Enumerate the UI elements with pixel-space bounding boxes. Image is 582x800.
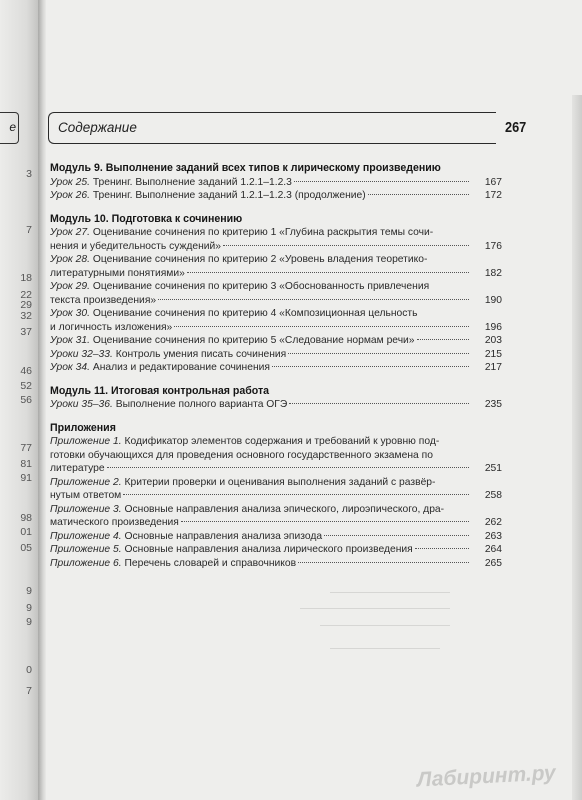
- toc-page-number: 190: [484, 294, 502, 306]
- toc-entry-line: матического произведения: [50, 517, 179, 528]
- dot-leader: [272, 366, 469, 367]
- left-page-number: 52: [20, 380, 32, 392]
- toc-entry-line: Приложение 2. Критерии проверки и оценивания выполнения заданий с развёр-: [50, 476, 436, 488]
- left-page-number: 18: [20, 272, 32, 284]
- left-page-number: 01: [20, 526, 32, 538]
- bleed-through-line: [330, 648, 440, 649]
- toc-entry-line: Приложение 1. Кодификатор элементов содержания и требований к уровню под-: [50, 436, 440, 447]
- toc-page-number: 264: [484, 544, 502, 555]
- toc-entry-line: Приложение 5. Основные направления анализа лирического произведения: [50, 544, 413, 555]
- toc-entry[interactable]: [50, 557, 502, 571]
- dot-leader: [223, 245, 469, 246]
- bleed-through-line: [330, 592, 450, 593]
- toc-entry[interactable]: [50, 176, 502, 190]
- dot-leader: [368, 194, 469, 195]
- toc-entry-line: Урок 31. Оценивание сочинения по критерию 5 «Следование нормам речи»: [50, 335, 415, 346]
- left-page-number: 98: [20, 512, 32, 524]
- left-page-number: 9: [26, 616, 32, 628]
- toc-entry-line: Приложение 4. Основные направления анализа эпизода: [50, 530, 323, 542]
- toc-entry-line: литературными понятиями»: [50, 267, 185, 279]
- toc-page-number: 262: [484, 517, 502, 528]
- left-page-number: 7: [26, 685, 32, 697]
- toc-entry-line: Урок 27. Оценивание сочинения по критерию 1 «Глубина раскрытия темы сочи-: [50, 227, 434, 238]
- toc-entry[interactable]: [50, 476, 502, 503]
- module-title: Модуль 11. Итоговая контрольная работа: [50, 384, 270, 397]
- toc-entry-line: Уроки 32–33. Контроль умения писать сочинения: [50, 348, 287, 360]
- toc-entry[interactable]: [50, 253, 502, 280]
- left-page-number: 56: [20, 394, 32, 406]
- toc-entry[interactable]: [50, 435, 502, 476]
- toc-entry[interactable]: [50, 226, 502, 253]
- toc-page-number: 217: [484, 362, 502, 373]
- toc-page-number: 251: [484, 463, 502, 474]
- dot-leader: [289, 403, 469, 404]
- toc-entry[interactable]: [50, 189, 502, 203]
- toc-entry-line: и логичность изложения»: [50, 321, 173, 333]
- toc-entry-line: Урок 30. Оценивание сочинения по критерию 4 «Композиционная цельность: [50, 308, 418, 319]
- left-page-header-box: е: [0, 112, 19, 144]
- toc-page-number: 215: [484, 348, 502, 360]
- toc-entry[interactable]: [50, 334, 502, 348]
- page-number: 267: [505, 119, 527, 136]
- toc-page-number: 172: [484, 190, 502, 201]
- toc-page-number: 176: [484, 240, 502, 252]
- toc-page-number: 203: [484, 335, 502, 346]
- toc-entry-line: Урок 26. Тренинг. Выполнение заданий 1.2.1–1.2.3 (продолжение): [50, 190, 366, 201]
- toc-page-number: 265: [484, 557, 502, 569]
- left-page-number: 05: [20, 542, 32, 554]
- dot-leader: [417, 339, 469, 340]
- toc-entry-line: Уроки 35–36. Выполнение полного варианта ОГЭ: [50, 399, 288, 410]
- left-page-number: 29: [20, 299, 32, 311]
- toc-entry-line: Урок 28. Оценивание сочинения по критерию 2 «Уровень владения теоретико-: [50, 254, 428, 265]
- left-page-number: 77: [20, 442, 32, 454]
- toc-page-number: 167: [484, 176, 502, 188]
- toc-entry-line: текста произведения»: [50, 294, 157, 306]
- toc-entry[interactable]: [50, 361, 502, 375]
- toc-page-number: 235: [484, 399, 502, 410]
- toc-entry-line: Урок 29. Оценивание сочинения по критерию 3 «Обоснованность привлечения: [50, 281, 430, 292]
- toc-entry-line: нутым ответом: [50, 490, 122, 501]
- dot-leader: [174, 326, 469, 327]
- toc-page-number: 263: [484, 530, 502, 542]
- module-title: Модуль 10. Подготовка к сочинению: [50, 212, 243, 225]
- module-title: Приложения: [50, 421, 116, 434]
- dot-leader: [123, 494, 469, 495]
- watermark-logo: Лабиринт.ру: [416, 761, 557, 792]
- dot-leader: [187, 272, 469, 273]
- left-page-number: 0: [26, 664, 32, 676]
- left-page-number: 46: [20, 365, 32, 377]
- toc-entry-line: Приложение 3. Основные направления анализа эпического, лироэпического, дра-: [50, 503, 445, 515]
- left-page-number: 22: [20, 289, 32, 301]
- left-page-number: 3: [26, 168, 32, 180]
- left-page-number: 91: [20, 472, 32, 484]
- dot-leader: [294, 181, 469, 182]
- module-title: Модуль 9. Выполнение заданий всех типов к лирическому произведению: [50, 162, 441, 174]
- left-page-number: 81: [20, 458, 32, 470]
- dot-leader: [324, 535, 469, 536]
- dot-leader: [298, 562, 469, 563]
- page-title: Содержание: [58, 120, 137, 135]
- toc-entry[interactable]: [50, 543, 502, 557]
- toc-entry[interactable]: [50, 348, 502, 362]
- toc-page-number: 182: [484, 267, 502, 279]
- toc-entry-line: нения и убедительность суждений»: [50, 240, 222, 252]
- dot-leader: [158, 299, 469, 300]
- dot-leader: [288, 353, 469, 354]
- toc-entry-line: Урок 25. Тренинг. Выполнение заданий 1.2.1–1.2.3: [50, 176, 292, 188]
- toc-entry[interactable]: [50, 503, 502, 530]
- toc-page-number: 258: [484, 490, 502, 501]
- toc-entry-line: Приложение 6. Перечень словарей и справочников: [50, 557, 297, 569]
- toc-entry[interactable]: [50, 530, 502, 544]
- toc-page-number: 196: [484, 321, 502, 333]
- book-spine: [38, 0, 46, 800]
- bleed-through-line: [300, 608, 450, 609]
- left-page-number: 9: [26, 602, 32, 614]
- toc-entry-line: Урок 34. Анализ и редактирование сочинения: [50, 362, 270, 373]
- table-of-contents: [50, 162, 502, 570]
- toc-entry[interactable]: [50, 398, 502, 412]
- bleed-through-line: [320, 625, 450, 626]
- left-page-number: 9: [26, 585, 32, 597]
- toc-entry-line: готовки обучающихся для проведения основного государственного экзамена по: [50, 449, 433, 461]
- left-page-edge: [0, 0, 38, 800]
- left-page-number: 37: [20, 326, 32, 338]
- toc-entry[interactable]: [50, 280, 502, 307]
- page-edge: [572, 95, 582, 800]
- dot-leader: [181, 521, 469, 522]
- toc-entry-line: литературе: [50, 463, 105, 474]
- dot-leader: [415, 548, 469, 549]
- left-page-number: 7: [26, 224, 32, 236]
- dot-leader: [107, 467, 469, 468]
- left-page-number: 32: [20, 310, 32, 322]
- toc-entry[interactable]: [50, 307, 502, 334]
